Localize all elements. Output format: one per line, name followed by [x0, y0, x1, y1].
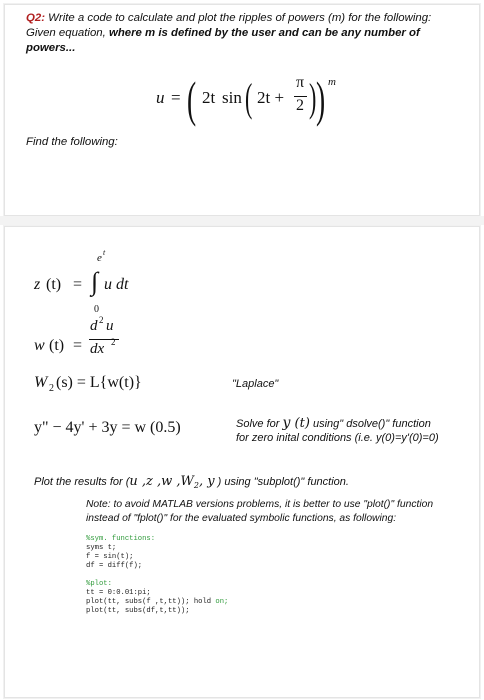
eq-equals: =: [171, 88, 181, 107]
question-number: Q2:: [26, 12, 45, 24]
eq-inner-paren-open: (: [245, 75, 253, 120]
code-line: plot(tt, subs(df,t,tt));: [86, 607, 190, 615]
code-line: [86, 598, 228, 606]
eq-fn: sin: [222, 88, 242, 107]
w-num-exp: 2: [99, 315, 104, 325]
question-text-2b: where m is defined by the user and can be any number of: [108, 27, 420, 39]
question-line-2: [26, 27, 420, 39]
code-line: %sym. functions:: [86, 535, 156, 543]
question-text-2a: Given equation,: [26, 27, 109, 39]
w-lhs: w: [34, 337, 45, 354]
solve-text-b: using" dsolve()" function: [309, 418, 431, 430]
z-lhs: z: [34, 276, 41, 293]
note-line-1: Note: to avoid MATLAB versions problems, it is better to use "plot()" function: [86, 499, 434, 510]
w-arg: (t): [49, 337, 65, 354]
card-separator: [0, 216, 484, 225]
solve-line-2: for zero inital conditions (i.e. y(0)=y'(0)=0): [236, 432, 439, 444]
find-label: Find the following:: [26, 136, 118, 148]
code-text: plot(tt, subs(f ,t,tt)); hold: [86, 598, 216, 606]
note-line-2: instead of "fplot()" for the evaluated symbolic functions, as following:: [86, 513, 397, 524]
plot-vars2: , y: [198, 474, 215, 489]
eq-outer-paren-open: (: [187, 71, 197, 127]
z-equals: =: [73, 276, 83, 293]
z-arg: (t): [46, 276, 62, 293]
z-lower: 0: [94, 304, 99, 315]
plot-text-a: Plot the results for (: [34, 476, 130, 488]
code-line: df = diff(f);: [86, 562, 143, 570]
ode-equation: y" − 4y' + 3y = w (0.5): [34, 419, 181, 436]
z-integrand: u dt: [104, 276, 129, 293]
eq-outer-paren-close: ): [316, 71, 326, 127]
tasks-card: [4, 226, 480, 698]
code-line: tt = 0:0.01:pi;: [86, 589, 151, 597]
W2-sub: 2: [49, 383, 54, 394]
solve-text-a: Solve for: [236, 418, 283, 430]
eq-power: m: [328, 76, 336, 88]
solve-line-1: [236, 415, 431, 431]
eq-coef: 2t: [202, 88, 216, 107]
eq-inner: 2t +: [257, 88, 285, 107]
w-num-var: u: [106, 318, 114, 334]
integral-sign: ∫: [91, 267, 99, 296]
code-line: %plot:: [86, 580, 112, 588]
eq-lhs: u: [156, 88, 165, 107]
code-line: syms t;: [86, 544, 117, 552]
w-den: dx: [90, 341, 105, 357]
w-equals: =: [73, 337, 83, 354]
plot-instruction: [34, 474, 349, 490]
eq-frac-num: π: [296, 74, 305, 91]
plot-vars: u ,z ,w ,W: [129, 474, 194, 489]
z-upper: e: [97, 252, 102, 264]
W2-rhs: (s) = L{w(t)}: [56, 374, 142, 391]
z-upper-exp: t: [103, 248, 106, 257]
eq-inner-paren-close: ): [309, 75, 317, 120]
code-keyword: on;: [215, 598, 229, 606]
question-text-1: Write a code to calculate and plot the ripples of powers (m) for the following:: [45, 12, 432, 24]
w-den-exp: 2: [111, 337, 116, 347]
W2-lhs: W: [34, 374, 48, 391]
code-line: f = sin(t);: [86, 553, 134, 561]
question-line-1: [26, 12, 431, 24]
w-num-d: d: [90, 318, 98, 334]
question-line-3: powers...: [26, 42, 76, 54]
solve-arg: (t): [290, 416, 310, 431]
solve-var: y: [282, 415, 291, 431]
laplace-label: "Laplace": [232, 378, 279, 390]
plot-sub: 2: [193, 481, 199, 490]
main-equation: [156, 71, 336, 134]
eq-frac-den: 2: [296, 97, 304, 114]
plot-text-b: ) using "subplot()" function.: [214, 476, 349, 488]
